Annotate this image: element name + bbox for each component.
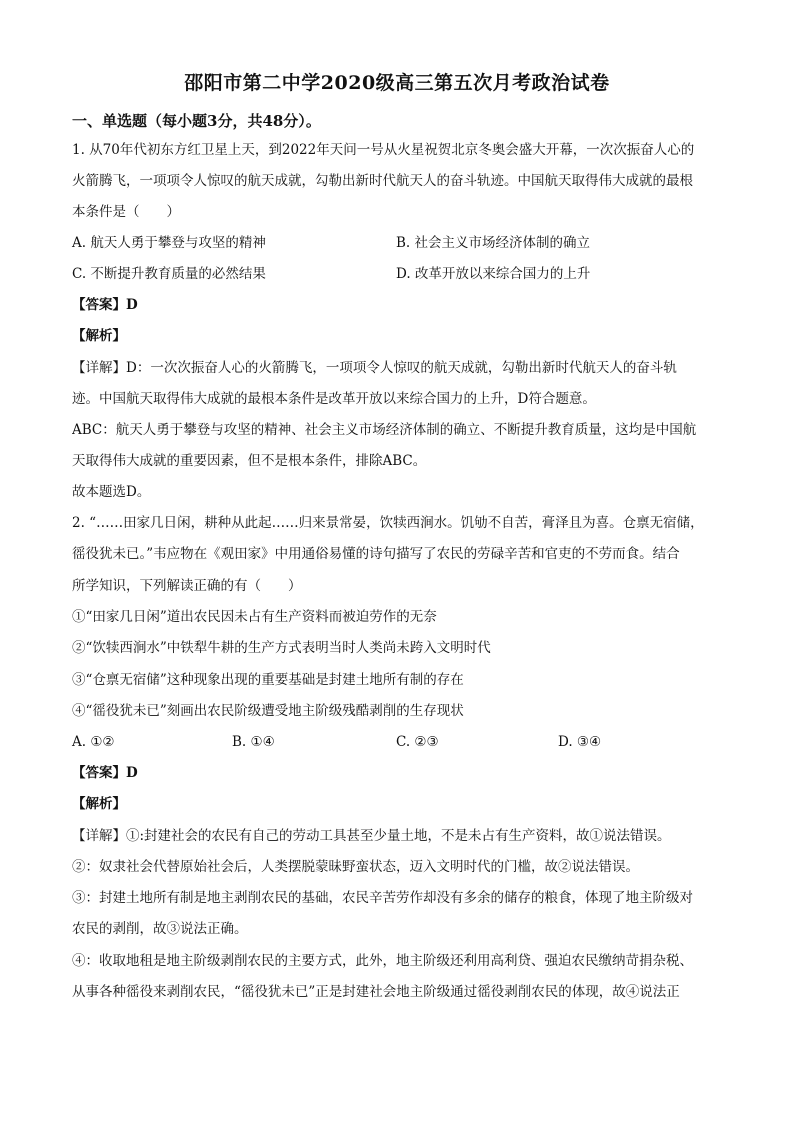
q1-option-c: C. 不断提升教育质量的必然结果	[72, 266, 266, 282]
q2-statement: ①“田家几日闲”道出农民因未占有生产资料而被迫劳作的无奈	[72, 609, 437, 625]
q1-detail-line: 故本题选D。	[72, 484, 151, 500]
q2-answer: 【答案】D	[72, 765, 138, 781]
q2-detail-line: 【详解】①:封建社会的农民有自己的劳动工具甚至少量土地，不是未占有生产资料，故①说法错误。	[72, 828, 671, 844]
q2-option-d: D. ③④	[558, 734, 602, 750]
q1-answer: 【答案】D	[72, 297, 138, 313]
q2-stem-line: 2. “……田家几日闲，耕种从此起……归来景常晏，饮犊西涧水。饥劬不自苦，膏泽且为喜。仓禀无宿储，	[72, 515, 704, 531]
q2-statement: ③“仓禀无宿储”这种现象出现的重要基础是封建土地所有制的存在	[72, 672, 464, 688]
q2-detail-line: 农民的剥削，故③说法正确。	[72, 921, 248, 937]
q1-detail-line: 迹。中国航天取得伟大成就的最根本条件是改革开放以来综合国力的上升，D符合题意。	[72, 391, 596, 407]
q1-detail-line: ABC：航天人勇于攀登与攻坚的精神、社会主义市场经济体制的确立、不断提升教育质量，这均是中国航	[72, 422, 697, 438]
q1-detail-line: 【详解】D：一次次振奋人心的火箭腾飞，一项项令人惊叹的航天成就，勾勒出新时代航天人的奋斗轨	[72, 360, 677, 376]
q1-option-a: A. 航天人勇于攀登与攻坚的精神	[72, 235, 266, 251]
q2-detail-line: ④：收取地租是地主阶级剥削农民的主要方式，此外，地主阶级还利用高利贷、强迫农民缴纳苛捐杂税、	[72, 953, 693, 969]
q2-analysis-label: 【解析】	[72, 796, 126, 812]
q2-detail-line: 从事各种徭役来剥削农民，“徭役犹未已”正是封建社会地主阶级通过徭役剥削农民的体现，故④说法正	[72, 984, 680, 1000]
q2-option-b: B. ①④	[232, 734, 275, 750]
q1-stem-line: 1. 从70年代初东方红卫星上天，到2022年天问一号从火星祝贺北京冬奥会盛大开幕，一次次振奋人心的	[72, 142, 695, 158]
section-heading: 一、单选题（每小题3分，共48分）。	[72, 112, 321, 130]
q2-stem-line: 所学知识，下列解读正确的有（ ）	[72, 578, 302, 594]
q1-option-b: B. 社会主义市场经济体制的确立	[396, 235, 591, 251]
q2-option-c: C. ②③	[396, 734, 439, 750]
q2-detail-line: ②：奴隶社会代替原始社会后，人类摆脱蒙昧野蛮状态，迈入文明时代的门槛，故②说法错误。	[72, 859, 639, 875]
exam-title: 邵阳市第二中学2020级高三第五次月考政治试卷	[184, 72, 610, 94]
q1-analysis-label: 【解析】	[72, 328, 126, 344]
q2-detail-line: ③：封建土地所有制是地主剥削农民的基础，农民辛苦劳作却没有多余的储存的粮食，体现了地主阶级对	[72, 890, 693, 906]
q1-stem-line: 本条件是（ ）	[72, 204, 180, 220]
q1-detail-line: 天取得伟大成就的重要因素，但不是根本条件，排除ABC。	[72, 453, 427, 469]
q2-stem-line: 徭役犹未已。”韦应物在《观田家》中用通俗易懂的诗句描写了农民的劳碌辛苦和官吏的不劳而食。结合	[72, 546, 680, 562]
q1-option-d: D. 改革开放以来综合国力的上升	[396, 266, 591, 282]
q1-stem-line: 火箭腾飞，一项项令人惊叹的航天成就，勾勒出新时代航天人的奋斗轨迹。中国航天取得伟大成就的最根	[72, 173, 693, 189]
q2-statement: ④“徭役犹未已”刻画出农民阶级遭受地主阶级残酷剥削的生存现状	[72, 703, 464, 719]
q2-option-a: A. ①②	[72, 734, 115, 750]
q2-statement: ②“饮犊西涧水”中铁犁牛耕的生产方式表明当时人类尚未跨入文明时代	[72, 640, 491, 656]
